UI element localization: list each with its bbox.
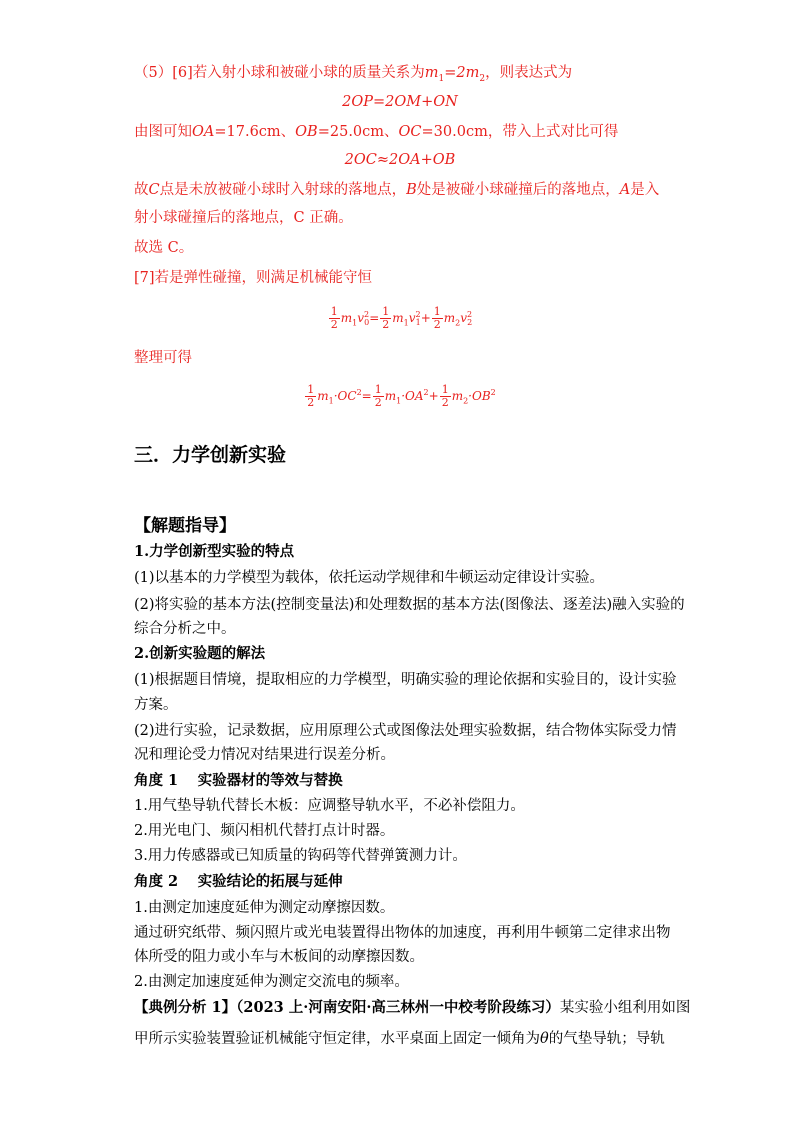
angle-2-item-1: 1.由测定加速度延伸为测定动摩擦因数。 [134,900,395,916]
solution-line-5: [7]若是弹性碰撞，则满足机械能守恒 [134,270,373,286]
fraction-half: $\frac{1}{2}$ [441,383,449,409]
section-title: 三．力学创新实验 [134,444,287,466]
angle-2-title: 角度 2 实验结论的拓展与延伸 [134,873,343,890]
energy-formula: $\frac{1}{2}$ $m_1v^2_0=$ $\frac{1}{2}$ $m_1v^2_1+$ $\frac{1}{2}$ $m_2v^2_2$ [330,305,473,331]
fraction-half: $\frac{1}{2}$ [433,305,441,331]
solution-line-6: 整理可得 [134,350,192,366]
angle-1-title: 角度 1 实验器材的等效与替换 [134,772,343,789]
guide-point-2-p1a: (1)根据题目情境，提取相应的力学模型，明确实验的理论依据和实验目的，设计实验 [134,672,677,688]
angle-1-item-2: 2.用光电门、频闪相机代替打点计时器。 [134,823,395,839]
fraction-half: $\frac{1}{2}$ [330,305,338,331]
solution-line-4: 故选 C。 [134,240,194,256]
guide-point-1-p1: (1)以基本的力学模型为载体，依托运动学规律和牛顿运动定律设计实验。 [134,570,605,586]
example-line-1: 【典例分析 1】（2023 上·河南安阳·高三林州一中校考阶段练习）某实验小组利用如图 [134,999,691,1016]
distance-formula: $\frac{1}{2}$ $m_1\cdot OC^2=$ $\frac{1}{2}$ $m_1\cdot OA^2+$ $\frac{1}{2}$ $m_2\cdot OB^2$ [307,383,496,409]
guide-point-1-p2b: 综合分析之中。 [134,621,236,637]
example-line-2: 甲所示实验装置验证机械能守恒定律，水平桌面上固定一倾角为θ的气垫导轨；导轨 [134,1031,665,1047]
solution-line-2: 由图可知OA=17.6cm、OB=25.0cm、OC=30.0cm，带入上式对比可得 [134,124,619,140]
formula-2oc: 2OC≈2OA+OB [344,152,456,168]
solution-line-3a: 故C点是未放被碰小球时入射球的落地点，B处是被碰小球碰撞后的落地点，A是入 [134,182,660,198]
angle-2-p1b: 体所受的阻力或小车与木板间的动摩擦因数。 [134,949,424,965]
fraction-half: $\frac{1}{2}$ [382,305,390,331]
guide-point-2-p1b: 方案。 [134,697,178,713]
formula-2op: 2OP=2OM+ON [342,94,458,110]
guide-point-1-p2a: (2)将实验的基本方法(控制变量法)和处理数据的基本方法(图像法、逐差法)融入实验的 [134,597,685,613]
angle-2-p1a: 通过研究纸带、频闪照片或光电装置得出物体的加速度，再利用牛顿第二定律求出物 [134,925,671,941]
guide-point-2-title: 2.创新实验题的解法 [134,645,266,662]
guide-point-1-title: 1.力学创新型实验的特点 [134,543,295,560]
solution-line-1: （5）[6]若入射小球和被碰小球的质量关系为$m_1=2m_2$，则表达式为 [134,65,573,84]
angle-1-item-1: 1.用气垫导轨代替长木板：应调整导轨水平，不必补偿阻力。 [134,798,525,814]
guide-point-2-p2b: 况和理论受力情况对结果进行误差分析。 [134,747,395,763]
fraction-half: $\frac{1}{2}$ [374,383,382,409]
solution-line-3b: 射小球碰撞后的落地点，C 正确。 [134,210,353,226]
fraction-half: $\frac{1}{2}$ [307,383,315,409]
guide-point-2-p2a: (2)进行实验，记录数据，应用原理公式或图像法处理实验数据，结合物体实际受力情 [134,723,677,739]
angle-2-item-2: 2.由测定加速度延伸为测定交流电的频率。 [134,974,409,990]
guide-title: 【解题指导】 [134,516,236,536]
angle-1-item-3: 3.用力传感器或已知质量的钩码等代替弹簧测力计。 [134,848,467,864]
